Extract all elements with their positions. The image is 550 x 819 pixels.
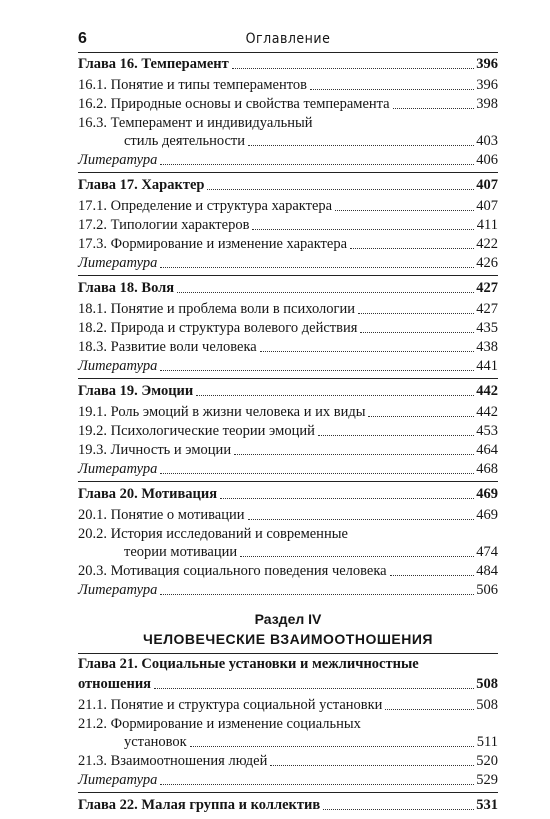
toc-section-entry[interactable] (78, 441, 498, 460)
toc-section-label: 18.2. Природа и структура волевого действия (78, 320, 358, 336)
toc-section-entry[interactable] (78, 506, 498, 525)
page-ref: 438 (476, 339, 498, 355)
toc-literature-entry[interactable] (78, 151, 498, 170)
leader-dots (260, 351, 474, 352)
toc-section-label: 16.1. Понятие и типы темпераментов (78, 77, 307, 93)
chapter-21-items (78, 696, 498, 790)
leader-dots (318, 435, 474, 436)
page-number: 6 (78, 30, 87, 47)
chapter-block (78, 379, 498, 482)
leader-dots (310, 89, 474, 90)
toc-section-entry[interactable] (78, 752, 498, 771)
leader-dots (190, 746, 474, 747)
toc-section-label: 21.2. Формирование и изменение социальных (78, 716, 361, 732)
toc-section-label: 17.3. Формирование и изменение характера (78, 236, 348, 252)
toc-section-label: стиль деятельности (124, 133, 246, 149)
toc-chapter-entry[interactable] (78, 380, 498, 403)
toc-section-label: установок (124, 734, 187, 750)
page-ref: 508 (476, 676, 498, 692)
toc-literature-label: Литература (78, 582, 158, 598)
toc-section-label: 17.1. Определение и структура характера (78, 198, 333, 214)
toc-chapter-label: Глава 16. Темперамент (78, 56, 229, 72)
leader-dots (220, 498, 474, 499)
toc-section-label: 19.3. Личность и эмоции (78, 442, 232, 458)
toc-section-label: 21.3. Взаимоотношения людей (78, 753, 268, 769)
toc-chapter-entry[interactable] (78, 174, 498, 197)
toc-literature-entry[interactable] (78, 254, 498, 273)
toc-chapter-label: Глава 19. Эмоции (78, 383, 194, 399)
chapter-21 (78, 654, 498, 793)
page-ref: 474 (476, 544, 498, 560)
page-ref: 406 (476, 152, 498, 168)
toc-chapter-label: Глава 20. Мотивация (78, 486, 218, 502)
toc-chapter-entry[interactable] (78, 483, 498, 506)
toc-section-label: 20.1. Понятие о мотивации (78, 507, 245, 523)
leader-dots (252, 229, 474, 230)
page-ref: 464 (476, 442, 498, 458)
toc-section-label: 18.3. Развитие воли человека (78, 339, 257, 355)
toc-chapter-entry[interactable] (78, 277, 498, 300)
running-head: Оглавление (245, 31, 331, 47)
toc-chapter-label: Глава 17. Характер (78, 177, 205, 193)
toc-chapter-entry[interactable] (78, 53, 498, 76)
toc-section-entry[interactable] (78, 403, 498, 422)
chapter-block (78, 482, 498, 602)
leader-dots (160, 267, 474, 268)
page-ref: 468 (476, 461, 498, 477)
leader-dots (270, 765, 474, 766)
toc-section-label: 20.3. Мотивация социального поведения человека (78, 563, 387, 579)
page-ref: 427 (476, 301, 498, 317)
toc-section-entry[interactable] (78, 562, 498, 581)
toc-section-label: 20.2. История исследований и современные (78, 526, 348, 542)
section-heading (78, 602, 498, 654)
page-ref: 484 (476, 563, 498, 579)
page-ref: 508 (476, 697, 498, 713)
chapter-title: Глава 22. Малая группа и коллектив (78, 797, 321, 813)
toc-chapter-label: Глава 18. Воля (78, 280, 175, 296)
toc-section-entry[interactable] (78, 733, 498, 752)
chapter-block (78, 173, 498, 276)
leader-dots (196, 395, 474, 396)
leader-dots (390, 575, 474, 576)
toc-section-entry[interactable] (78, 422, 498, 441)
page-ref: 441 (476, 358, 498, 374)
page-ref: 427 (476, 280, 498, 296)
chapter-block (78, 276, 498, 379)
toc-section-entry[interactable] (78, 197, 498, 216)
toc-section-entry[interactable] (78, 696, 498, 715)
page-ref: 411 (476, 217, 498, 233)
page-ref: 396 (476, 77, 498, 93)
toc-section-label: 18.1. Понятие и проблема воли в психологии (78, 301, 355, 317)
toc-literature-entry[interactable] (78, 460, 498, 479)
leader-dots (234, 454, 474, 455)
toc-section-label: 17.2. Типологии характеров (78, 217, 250, 233)
page-ref: 469 (476, 486, 498, 502)
leader-dots (232, 68, 474, 69)
toc-section-label: теории мотивации (124, 544, 238, 560)
toc-literature-label: Литература (78, 152, 158, 168)
leader-dots (160, 370, 474, 371)
leader-dots (368, 416, 474, 417)
page-ref: 442 (476, 383, 498, 399)
leader-dots (160, 784, 474, 785)
leader-dots (160, 473, 474, 474)
page-ref: 396 (476, 56, 498, 72)
section-title: ЧЕЛОВЕЧЕСКИЕ ВЗАИМООТНОШЕНИЯ (143, 631, 433, 647)
toc-section-entry[interactable] (78, 76, 498, 95)
leader-dots (160, 164, 474, 165)
page-ref: 407 (476, 198, 498, 214)
chapter-22 (78, 793, 498, 819)
page-ref: 506 (476, 582, 498, 598)
leader-dots (207, 189, 474, 190)
leader-dots (393, 108, 474, 109)
page-ref: 407 (476, 177, 498, 193)
toc-literature-entry[interactable] (78, 771, 498, 790)
leader-dots (385, 709, 474, 710)
toc-section-entry[interactable] (78, 319, 498, 338)
table-of-contents (78, 52, 498, 819)
toc-literature-entry[interactable] (78, 581, 498, 600)
leader-dots (335, 210, 474, 211)
toc-section-label: 16.2. Природные основы и свойства темперамента (78, 96, 390, 112)
toc-literature-label: Литература (78, 772, 158, 788)
page-ref: 453 (476, 423, 498, 439)
leader-dots (248, 145, 474, 146)
leader-dots (350, 248, 474, 249)
toc-section-entry[interactable] (78, 132, 498, 151)
section-number: Раздел IV (254, 611, 322, 627)
page-ref: 531 (476, 797, 498, 813)
page-ref: 403 (476, 133, 498, 149)
page-ref: 422 (476, 236, 498, 252)
page-ref: 511 (476, 734, 498, 750)
page-ref: 520 (476, 753, 498, 769)
leader-dots (323, 809, 474, 810)
page-ref: 426 (476, 255, 498, 271)
page-ref: 442 (476, 404, 498, 420)
chapters-list (78, 52, 498, 602)
leader-dots (248, 519, 474, 520)
toc-chapter-entry[interactable] (78, 794, 498, 817)
page-header (78, 30, 498, 53)
toc-literature-entry[interactable] (78, 357, 498, 376)
page-ref: 529 (476, 772, 498, 788)
leader-dots (358, 313, 474, 314)
page-ref: 469 (476, 507, 498, 523)
toc-section-label: 19.2. Психологические теории эмоций (78, 423, 315, 439)
leader-dots (360, 332, 474, 333)
toc-literature-label: Литература (78, 461, 158, 477)
toc-section-label: 16.3. Темперамент и индивидуальный (78, 115, 313, 131)
toc-section-label: 21.1. Понятие и структура социальной установки (78, 697, 383, 713)
leader-dots (154, 688, 474, 689)
chapter-title: отношения (78, 676, 152, 692)
toc-section-entry[interactable] (78, 95, 498, 114)
toc-literature-label: Литература (78, 255, 158, 271)
toc-section-entry[interactable] (78, 543, 498, 562)
toc-section-entry[interactable] (78, 300, 498, 319)
chapter-title-line: Глава 21. Социальные установки и межличностные (78, 656, 419, 672)
toc-section-entry[interactable] (78, 338, 498, 357)
toc-literature-label: Литература (78, 358, 158, 374)
leader-dots (240, 556, 474, 557)
toc-section-label: 19.1. Роль эмоций в жизни человека и их виды (78, 404, 366, 420)
chapter-block (78, 52, 498, 173)
page-ref: 435 (476, 320, 498, 336)
toc-section-entry[interactable] (78, 216, 498, 235)
leader-dots (160, 594, 474, 595)
toc-section-entry[interactable] (78, 235, 498, 254)
leader-dots (177, 292, 474, 293)
page-ref: 398 (476, 96, 498, 112)
toc-chapter-entry[interactable] (78, 673, 498, 696)
